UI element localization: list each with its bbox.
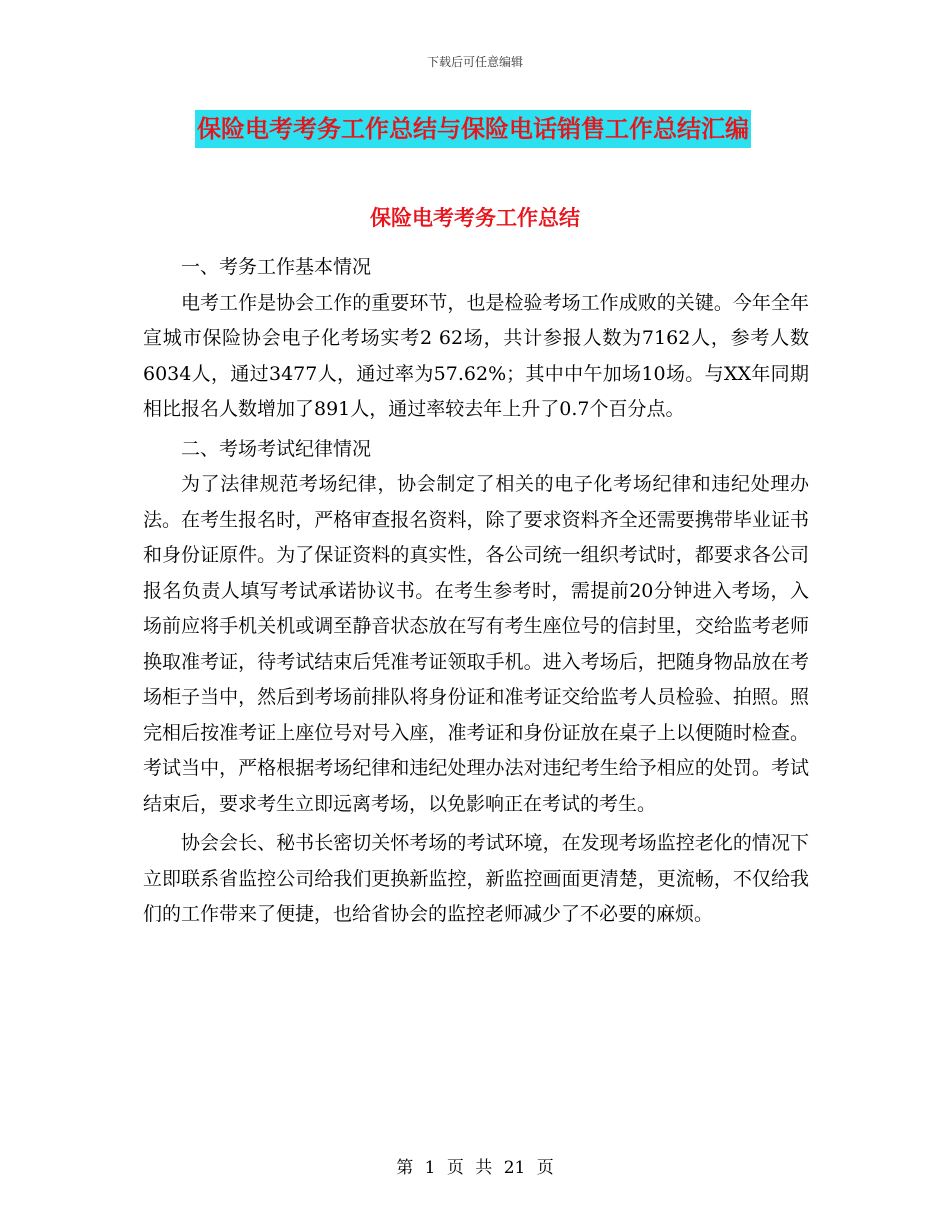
section-title: 保险电考考务工作总结	[370, 206, 580, 230]
heading-exam-discipline: 二、考场考试纪律情况	[181, 437, 372, 460]
heading-basic-situation: 一、考务工作基本情况	[181, 256, 372, 278]
header-note: 下载后可任意编辑	[426, 55, 523, 69]
paragraph-monitoring-upgrade: 协会会长、秘书长密切关怀考场的考试环境，在发现考场监控老化的情况下立即联系省监控公司给我们更换新监控，新监控画面更清楚，更流畅，不仅给我们的工作带来了便捷，也给省协会的监控老师减少了不必要的麻烦。	[143, 832, 809, 925]
document-body	[143, 250, 809, 933]
paragraph-exam-statistics: 电考工作是协会工作的重要环节，也是检验考场工作成败的关键。今年全年宣城市保险协会电子化考场实考2 62场，共计参报人数为7162人，参考人数6034人，通过3477人，通过率为57.62%；其中中午加场10场。与XX年同期相比报名人数增加了891人，通过率较去年上升了0.7个百分点。	[143, 291, 809, 420]
paragraph-discipline-measures: 为了法律规范考场纪律，协会制定了相关的电子化考场纪律和违纪处理办法。在考生报名时，严格审查报名资料，除了要求资料齐全还需要携带毕业证书和身份证原件。为了保证资料的真实性，各公司统一组织考试时，都要求各公司报名负责人填写考试承诺协议书。在考生参考时，需提前20分钟进入考场，入场前应将手机关机或调至静音状态放在写有考生座位号的信封里，交给监考老师换取准考证，待考试结束后凭准考证领取手机。进入考场后，把随身物品放在考场柜子当中，然后到考场前排队将身份证和准考证交给监考人员检验、拍照。照完相后按准考证上座位号对号入座，准考证和身份证放在桌子上以便随时检查。考试当中，严格根据考场纪律和违纪处理办法对违纪考生给予相应的处罚。考试结束后，要求考生立即远离考场，以免影响正在考试的考生。	[143, 473, 809, 815]
document-main-title: 保险电考考务工作总结与保险电话销售工作总结汇编	[195, 110, 751, 148]
page-footer: 第 1 页 共 21 页	[396, 1158, 554, 1178]
